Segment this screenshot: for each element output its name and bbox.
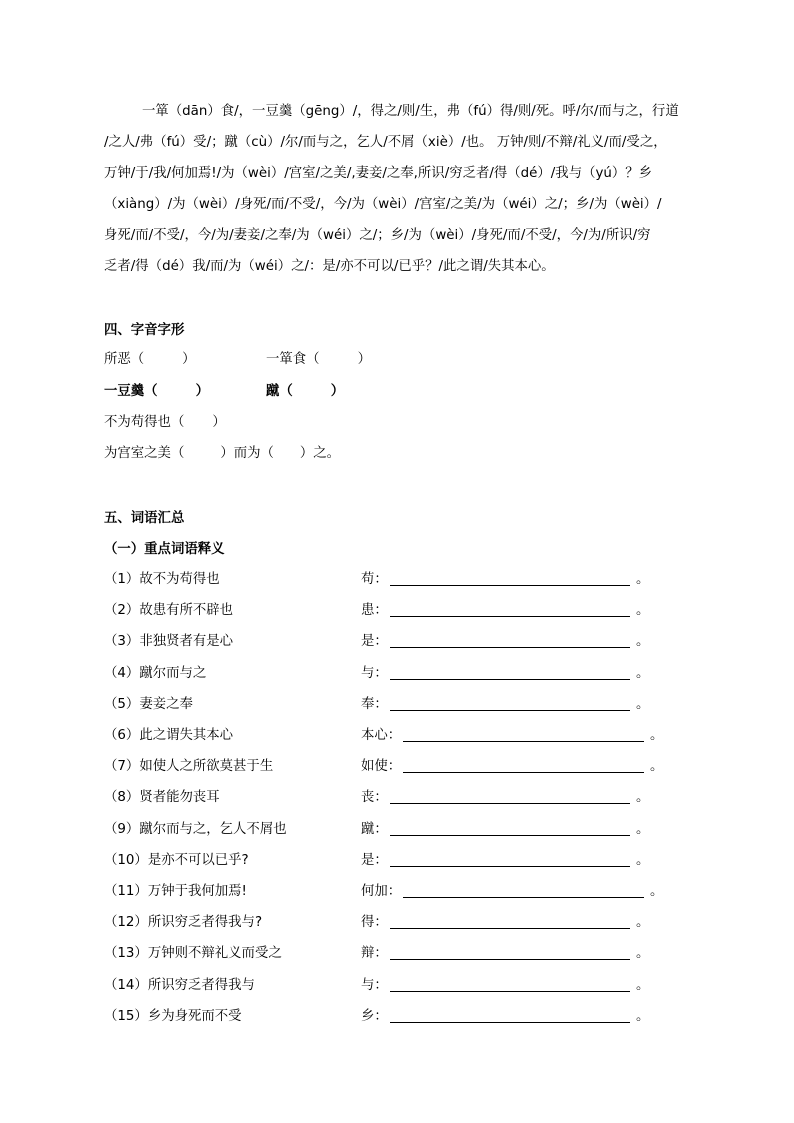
vocab-period: 。 bbox=[636, 822, 650, 837]
vocab-phrase: 此之谓失其本心 bbox=[139, 728, 234, 743]
item-text: 所恶（ bbox=[104, 352, 145, 367]
vocab-phrase: 非独贤者有是心 bbox=[139, 634, 234, 649]
vocab-phrase: 蹴尔而与之 bbox=[139, 666, 207, 681]
vocab-row bbox=[104, 601, 664, 621]
item-text: ） bbox=[195, 384, 209, 399]
vocab-number: （9） bbox=[104, 822, 140, 837]
vocab-row bbox=[104, 664, 664, 684]
item-text: ） bbox=[330, 384, 345, 399]
item-text: ）而为（ bbox=[220, 446, 274, 461]
vocab-row bbox=[104, 913, 664, 933]
vocab-number: （1） bbox=[104, 572, 140, 587]
section-5-subtitle: （一）重点词语释义 bbox=[104, 542, 225, 557]
pronunciation-item bbox=[104, 350, 196, 370]
answer-blank-line[interactable] bbox=[390, 679, 630, 680]
passage-line: 万钟/于/我/何加焉!/为（wèi）/宫室/之美/,妻妾/之奉,所识/穷乏者/得（dé）/我与（yú）？乡 bbox=[104, 166, 653, 181]
vocab-keyword: 与： bbox=[361, 978, 388, 993]
vocab-number: （5） bbox=[104, 697, 140, 712]
vocab-period: 。 bbox=[636, 790, 650, 805]
item-text: 不为苟得也（ bbox=[104, 415, 185, 430]
vocab-period: 。 bbox=[650, 884, 664, 899]
passage-line: 乏者/得（dé）我/而/为（wéi）之/：是/亦不可以/已乎？/此之谓/失其本心。 bbox=[104, 259, 555, 274]
vocab-row bbox=[104, 757, 664, 777]
vocab-period: 。 bbox=[636, 915, 650, 930]
vocab-phrase: 万钟则不辩礼义而受之 bbox=[147, 946, 282, 961]
pronunciation-item bbox=[104, 382, 209, 402]
vocab-keyword: 辩： bbox=[361, 946, 388, 961]
vocab-row bbox=[104, 788, 664, 808]
vocab-period: 。 bbox=[636, 634, 650, 649]
passage-line: （xiàng）/为（wèi）/身死/而/不受/，今/为（wèi）/宫室/之美/为（wéi）之/；乡/为（wèi）/ bbox=[104, 197, 662, 212]
answer-blank-line[interactable] bbox=[390, 959, 630, 960]
answer-blank-line[interactable] bbox=[390, 803, 630, 804]
vocab-number: （7） bbox=[104, 759, 140, 774]
answer-blank-line[interactable] bbox=[390, 835, 630, 836]
answer-blank-line[interactable] bbox=[390, 710, 630, 711]
passage bbox=[104, 96, 724, 282]
vocab-row bbox=[104, 882, 664, 902]
vocab-phrase: 故患有所不辟也 bbox=[139, 603, 234, 618]
vocab-row bbox=[104, 726, 664, 746]
vocab-period: 。 bbox=[636, 1009, 650, 1024]
vocab-keyword: 何加： bbox=[361, 884, 402, 899]
item-text: 蹴（ bbox=[266, 384, 293, 399]
vocab-keyword: 与： bbox=[361, 666, 388, 681]
answer-blank-line[interactable] bbox=[390, 647, 630, 648]
vocab-keyword: 是： bbox=[361, 853, 388, 868]
vocab-period: 。 bbox=[636, 978, 650, 993]
vocab-keyword: 丧： bbox=[361, 790, 388, 805]
vocab-row bbox=[104, 976, 664, 996]
vocab-keyword: 患： bbox=[361, 603, 388, 618]
vocab-number: （14） bbox=[104, 978, 148, 993]
vocab-phrase: 乡为身死而不受 bbox=[147, 1009, 242, 1024]
vocab-number: （4） bbox=[104, 666, 140, 681]
vocab-keyword: 得： bbox=[361, 915, 388, 930]
vocab-phrase: 故不为苟得也 bbox=[139, 572, 220, 587]
vocab-phrase: 贤者能勿丧耳 bbox=[139, 790, 220, 805]
item-text: 一箪食（ bbox=[266, 352, 320, 367]
vocab-phrase: 如使人之所欲莫甚于生 bbox=[139, 759, 274, 774]
section-5-title: 五、词语汇总 bbox=[104, 511, 185, 526]
vocab-keyword: 苟： bbox=[361, 572, 388, 587]
vocab-period: 。 bbox=[650, 759, 664, 774]
vocab-keyword: 本心： bbox=[361, 728, 402, 743]
vocab-period: 。 bbox=[636, 853, 650, 868]
vocab-number: （8） bbox=[104, 790, 140, 805]
answer-blank-line[interactable] bbox=[390, 1022, 630, 1023]
answer-blank-line[interactable] bbox=[390, 866, 630, 867]
answer-blank-line[interactable] bbox=[390, 991, 630, 992]
vocab-phrase: 是亦不可以已乎? bbox=[147, 853, 249, 868]
vocab-phrase: 万钟于我何加焉! bbox=[147, 884, 247, 899]
vocab-phrase: 蹴尔而与之，乞人不屑也 bbox=[139, 822, 287, 837]
item-text: ）之。 bbox=[299, 446, 341, 461]
pronunciation-item bbox=[266, 382, 344, 402]
item-text: ） bbox=[182, 352, 196, 367]
vocab-phrase: 所识穷乏者得我与 bbox=[147, 978, 255, 993]
vocab-row bbox=[104, 570, 664, 590]
vocab-period: 。 bbox=[636, 666, 650, 681]
vocab-number: （3） bbox=[104, 634, 140, 649]
section-4-title: 四、字音字形 bbox=[104, 323, 185, 338]
vocab-keyword: 是： bbox=[361, 634, 388, 649]
vocab-period: 。 bbox=[636, 697, 650, 712]
answer-blank-line[interactable] bbox=[390, 928, 630, 929]
vocab-keyword: 奉： bbox=[361, 697, 388, 712]
passage-line: /之人/弗（fú）受/；蹴（cù）/尔/而与之，乞人/不屑（xiè）/也。 万钟/则/不辩/礼义/而/受之， bbox=[104, 135, 667, 150]
item-text: ） bbox=[212, 415, 226, 430]
passage-line: 一箪（dān）食/，一豆羹（gēng）/，得之/则/生，弗（fú）得/则/死。呼/尔/而与之，行道 bbox=[142, 104, 679, 119]
vocab-period: 。 bbox=[650, 728, 664, 743]
item-text: ） bbox=[357, 352, 371, 367]
vocab-number: （12） bbox=[104, 915, 148, 930]
vocab-row bbox=[104, 944, 664, 964]
vocab-number: （10） bbox=[104, 853, 148, 868]
answer-blank-line[interactable] bbox=[390, 585, 630, 586]
vocab-row bbox=[104, 1007, 664, 1027]
pronunciation-item bbox=[104, 413, 226, 433]
vocab-number: （6） bbox=[104, 728, 140, 743]
vocab-keyword: 蹴： bbox=[361, 822, 388, 837]
vocab-number: （15） bbox=[104, 1009, 148, 1024]
vocab-keyword: 乡： bbox=[361, 1009, 388, 1024]
vocab-phrase: 妻妾之奉 bbox=[139, 697, 193, 712]
item-text: 为宫室之美（ bbox=[104, 446, 185, 461]
vocab-number: （13） bbox=[104, 946, 148, 961]
passage-line: 身死/而/不受/，今/为/妻妾/之奉/为（wéi）之/；乡/为（wèi）/身死/而/不受/，今/为/所识/穷 bbox=[104, 228, 651, 243]
vocab-period: 。 bbox=[636, 946, 650, 961]
answer-blank-line[interactable] bbox=[403, 741, 644, 742]
answer-blank-line[interactable] bbox=[403, 772, 644, 773]
answer-blank-line[interactable] bbox=[390, 616, 630, 617]
item-text: 一豆羹（ bbox=[104, 384, 158, 399]
pronunciation-item bbox=[266, 350, 371, 370]
vocab-period: 。 bbox=[636, 572, 650, 587]
vocab-row bbox=[104, 695, 664, 715]
vocab-row bbox=[104, 632, 664, 652]
vocab-row bbox=[104, 820, 664, 840]
vocab-row bbox=[104, 851, 664, 871]
pronunciation-item bbox=[104, 444, 340, 464]
vocab-phrase: 所识穷乏者得我与? bbox=[147, 915, 263, 930]
vocab-keyword: 如使： bbox=[361, 759, 402, 774]
vocab-number: （11） bbox=[104, 884, 148, 899]
vocab-number: （2） bbox=[104, 603, 140, 618]
vocab-period: 。 bbox=[636, 603, 650, 618]
answer-blank-line[interactable] bbox=[403, 897, 644, 898]
